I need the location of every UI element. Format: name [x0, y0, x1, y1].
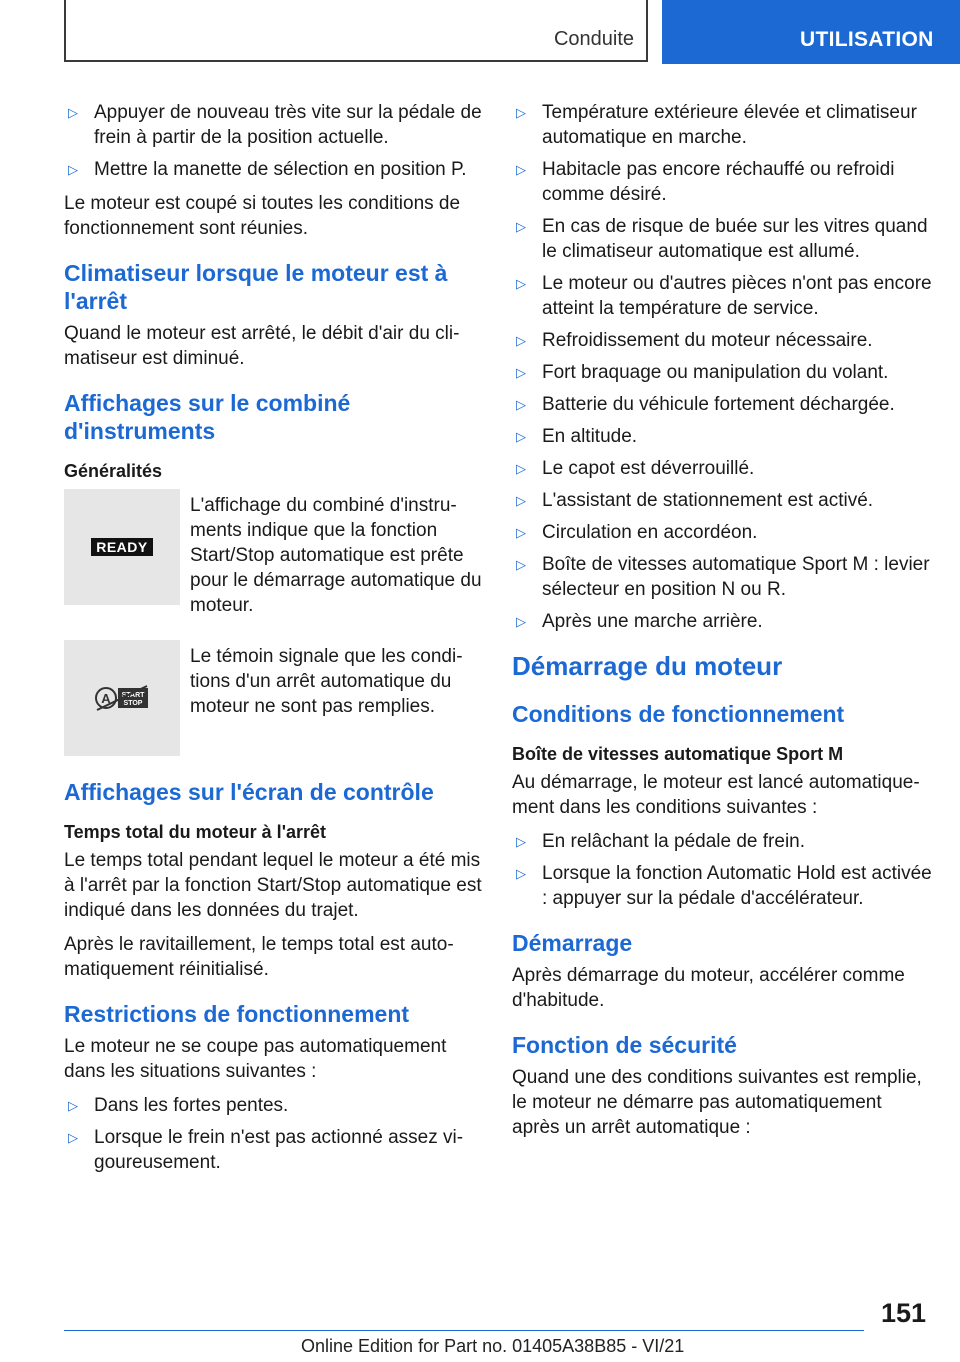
svg-text:A: A [101, 691, 111, 706]
header-section-box [64, 0, 648, 62]
list-item: ▷ Température extérieure élevée et climatiseur automatique en marche. [516, 102, 917, 148]
header-chapter: UTILISATION [800, 28, 934, 51]
heading-temps-total: Temps total du moteur à l'arrêt [64, 822, 326, 842]
list-item: ▷ Lorsque la fonction Automatic Hold est activée : appuyer sur la pédale d'accélérateur. [516, 863, 932, 909]
figure-start-stop [64, 640, 484, 756]
paragraph: Quand le moteur est arrêté, le débit d'air du climatiseur est diminué. [64, 323, 460, 369]
start-stop-off-image [64, 640, 180, 756]
triangle-bullet-icon: ▷ [516, 461, 526, 476]
bullet-list-restrictions-continued [512, 100, 932, 634]
heading-combine: Affichages sur le combiné d'instruments [64, 390, 351, 444]
triangle-bullet-icon: ▷ [516, 162, 526, 177]
ready-badge: READY [91, 538, 153, 556]
list-item: ▷ Lorsque le frein n'est pas actionné assez vigoureusement. [68, 1127, 464, 1173]
triangle-bullet-icon: ▷ [516, 866, 526, 881]
list-item: ▷ Refroidissement du moteur nécessaire. [516, 330, 873, 351]
paragraph: Au démarrage, le moteur est lancé automatiquement dans les conditions suivantes : [512, 772, 920, 818]
paragraph: Le moteur est coupé si toutes les conditions de fonctionnement sont réunies. [64, 193, 461, 239]
triangle-bullet-icon: ▷ [68, 1130, 78, 1145]
triangle-bullet-icon: ▷ [516, 557, 526, 572]
triangle-bullet-icon: ▷ [516, 105, 526, 120]
heading-demarrage-moteur: Démarrage du moteur [512, 651, 783, 681]
list-item: ▷ Le moteur ou d'autres pièces n'ont pas encore atteint la température de service. [516, 273, 932, 319]
heading-demarrage: Démarrage [512, 930, 633, 956]
heading-boite: Boîte de vitesses automatique Sport M [512, 744, 844, 764]
triangle-bullet-icon: ▷ [516, 493, 526, 508]
list-item: ▷ En altitude. [516, 426, 638, 447]
triangle-bullet-icon: ▷ [516, 429, 526, 444]
triangle-bullet-icon: ▷ [516, 614, 526, 629]
list-item: ▷ En cas de risque de buée sur les vitres quand le climatiseur automatique est allumé. [516, 216, 928, 262]
footer-edition: Online Edition for Part no. 01405A38B85 - VI/21 [301, 1336, 685, 1356]
triangle-bullet-icon: ▷ [68, 162, 78, 177]
right-column [512, 100, 932, 1149]
triangle-bullet-icon: ▷ [516, 834, 526, 849]
heading-restrictions: Restrictions de fonctionnement [64, 1001, 410, 1027]
header-section: Conduite [553, 28, 634, 50]
heading-conditions: Conditions de fonctionnement [512, 701, 845, 727]
paragraph: Le temps total pendant lequel le moteur a été mis à l'arrêt par la fonction Start/Stop automatique est indiqué dans les données du trajet. [64, 850, 482, 921]
ready-indicator-image [64, 489, 180, 605]
list-item: ▷ Fort braquage ou manipulation du volant. [516, 362, 889, 383]
figure-ready [64, 489, 484, 618]
list-item: ▷ Boîte de vitesses automatique Sport M : levier sélecteur en position N ou R. [516, 554, 930, 600]
paragraph: Quand une des conditions suivantes est remplie, le moteur ne démarre pas automatiquement après un arrêt automatique : [512, 1067, 922, 1138]
list-item: ▷ Mettre la manette de sélection en position P. [68, 159, 467, 180]
triangle-bullet-icon: ▷ [516, 397, 526, 412]
list-item: ▷ Batterie du véhicule fortement déchargée. [516, 394, 895, 415]
figure-caption: Le témoin signale que les conditions d'un arrêt automatique du moteur ne sont pas remplies. [190, 646, 463, 717]
footer-divider [64, 1330, 864, 1331]
paragraph: Après le ravitaillement, le temps total est automatiquement réinitialisé. [64, 934, 454, 980]
heading-generalites: Généralités [64, 461, 163, 481]
header-chapter-tab [662, 0, 960, 64]
triangle-bullet-icon: ▷ [516, 276, 526, 291]
triangle-bullet-icon: ▷ [516, 525, 526, 540]
heading-ecran: Affichages sur l'écran de contrôle [64, 779, 434, 805]
list-item: ▷ Appuyer de nouveau très vite sur la pédale de frein à partir de la position actuelle. [68, 102, 482, 148]
list-item: ▷ Après une marche arrière. [516, 611, 763, 632]
list-item: ▷ Dans les fortes pentes. [68, 1095, 289, 1116]
svg-text:START: START [121, 692, 145, 699]
svg-text:STOP: STOP [123, 700, 143, 707]
left-column [64, 100, 484, 1184]
paragraph: Après démarrage du moteur, accélérer comme d'habitude. [512, 965, 905, 1011]
list-item: ▷ L'assistant de stationnement est activé. [516, 490, 874, 511]
list-item: ▷ Le capot est déverrouillé. [516, 458, 755, 479]
triangle-bullet-icon: ▷ [516, 365, 526, 380]
list-item: ▷ En relâchant la pédale de frein. [516, 831, 806, 852]
bullet-list-top [64, 100, 484, 182]
heading-securite: Fonction de sécurité [512, 1032, 737, 1058]
page-number: 151 [880, 1298, 926, 1328]
figure-caption: L'affichage du combiné d'instruments indique que la fonction Start/Stop automatique est prête pour le démarrage automatique du moteur. [190, 495, 482, 616]
start-stop-crossed-icon [94, 683, 150, 713]
triangle-bullet-icon: ▷ [516, 219, 526, 234]
triangle-bullet-icon: ▷ [68, 105, 78, 120]
list-item: ▷ Circulation en accordéon. [516, 522, 758, 543]
bullet-list-boite [512, 829, 932, 911]
bullet-list-restrictions [64, 1093, 484, 1175]
triangle-bullet-icon: ▷ [516, 333, 526, 348]
paragraph: Le moteur ne se coupe pas automatiquement dans les situations suivantes : [64, 1036, 447, 1082]
triangle-bullet-icon: ▷ [68, 1098, 78, 1113]
list-item: ▷ Habitacle pas encore réchauffé ou refroidi comme désiré. [516, 159, 895, 205]
heading-climatiseur: Climatiseur lorsque le moteur est à l'arrêt [64, 260, 448, 314]
